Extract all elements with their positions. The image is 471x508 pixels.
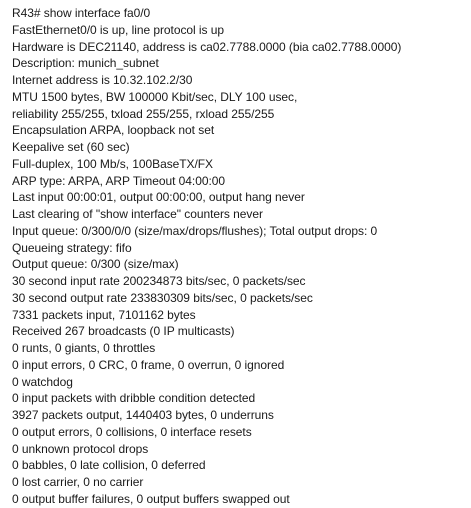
output-line-encapsulation: Encapsulation ARPA, loopback not set xyxy=(12,123,215,138)
output-line-babbles: 0 babbles, 0 late collision, 0 deferred xyxy=(12,458,206,473)
output-line-output-queue: Output queue: 0/300 (size/max) xyxy=(12,257,179,272)
output-line-status: FastEthernet0/0 is up, line protocol is up xyxy=(12,22,225,37)
output-line-input-queue: Input queue: 0/300/0/0 (size/max/drops/flushes); Total output drops: 0 xyxy=(12,223,378,238)
output-line-queueing-strategy: Queueing strategy: fifo xyxy=(12,240,132,255)
output-line-dribble: 0 input packets with dribble condition detected xyxy=(12,391,256,406)
output-line-output-errors: 0 output errors, 0 collisions, 0 interface resets xyxy=(12,424,252,439)
output-line-broadcasts: Received 267 broadcasts (0 IP multicasts) xyxy=(12,324,235,339)
output-line-buffer-failures: 0 output buffer failures, 0 output buffers swapped out xyxy=(12,491,290,506)
output-line-hardware: Hardware is DEC21140, address is ca02.7788.0000 (bia ca02.7788.0000) xyxy=(12,39,402,54)
command-line: R43# show interface fa0/0 xyxy=(12,6,151,20)
output-line-duplex: Full-duplex, 100 Mb/s, 100BaseTX/FX xyxy=(12,156,214,171)
output-line-watchdog: 0 watchdog xyxy=(12,374,73,389)
output-line-runts: 0 runts, 0 giants, 0 throttles xyxy=(12,341,156,355)
output-line-description: Description: munich_subnet xyxy=(12,56,159,71)
output-line-input-rate: 30 second input rate 200234873 bits/sec, 0 packets/sec xyxy=(12,274,306,288)
output-line-unknown-protocol: 0 unknown protocol drops xyxy=(12,441,149,456)
output-line-mtu: MTU 1500 bytes, BW 100000 Kbit/sec, DLY 100 usec, xyxy=(12,89,298,104)
output-line-keepalive: Keepalive set (60 sec) xyxy=(12,140,130,154)
output-line-lost-carrier: 0 lost carrier, 0 no carrier xyxy=(12,475,144,489)
output-line-input-errors: 0 input errors, 0 CRC, 0 frame, 0 overrun, 0 ignored xyxy=(12,357,285,372)
output-line-arp: ARP type: ARPA, ARP Timeout 04:00:00 xyxy=(12,173,225,188)
output-line-packets-output: 3927 packets output, 1440403 bytes, 0 underruns xyxy=(12,408,274,422)
output-line-last-clearing: Last clearing of "show interface" counters never xyxy=(12,207,263,221)
output-line-internet-address: Internet address is 10.32.102.2/30 xyxy=(12,73,193,87)
output-line-last-input: Last input 00:00:01, output 00:00:00, output hang never xyxy=(12,190,305,205)
output-line-output-rate: 30 second output rate 233830309 bits/sec, 0 packets/sec xyxy=(12,290,313,305)
output-line-packets-input: 7331 packets input, 7101162 bytes xyxy=(12,307,196,322)
output-line-reliability: reliability 255/255, txload 255/255, rxload 255/255 xyxy=(12,106,275,121)
